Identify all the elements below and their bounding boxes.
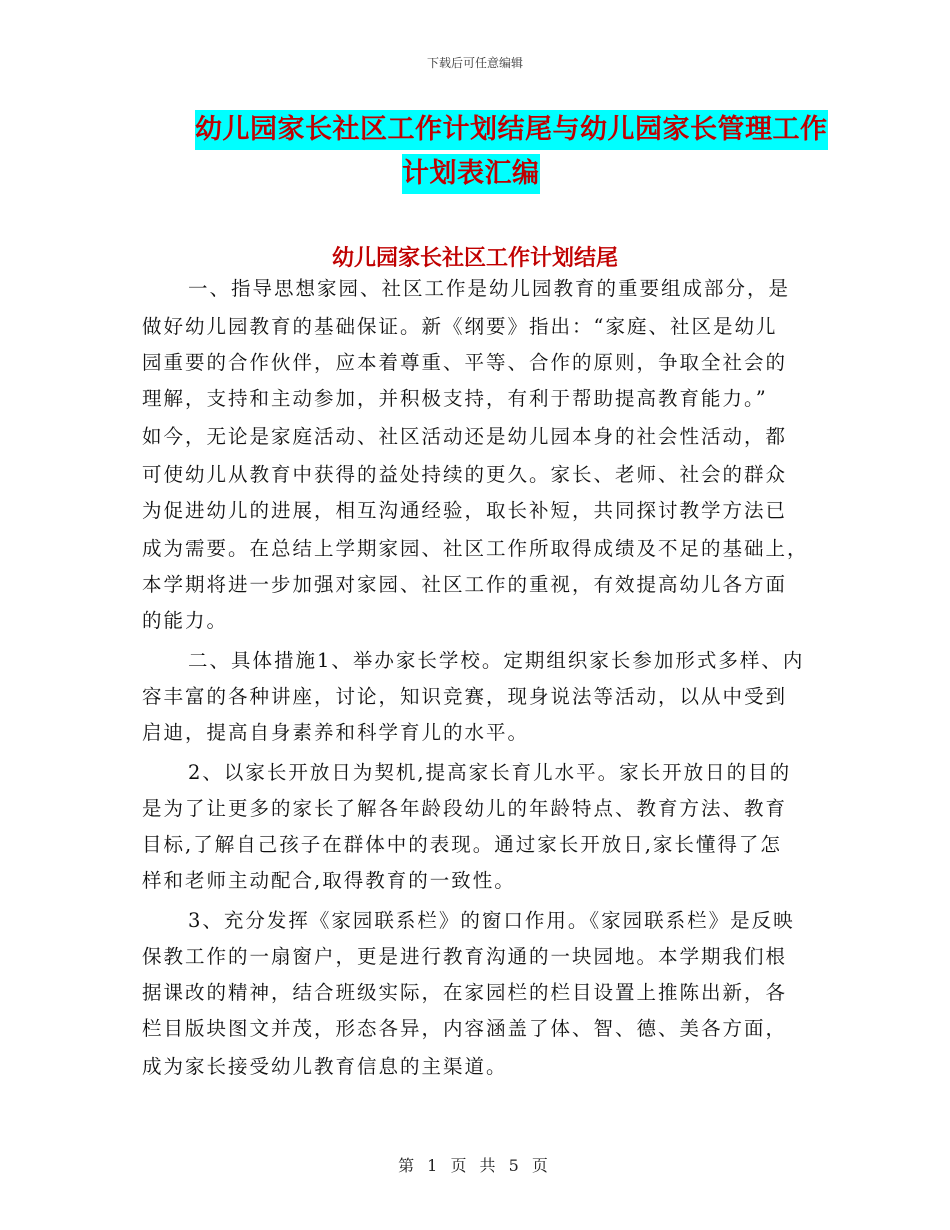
body-line: 栏目版块图文并茂，形态各异，内容涵盖了体、智、德、美各方面，	[142, 1017, 788, 1040]
section-heading: 幼儿园家长社区工作计划结尾	[331, 246, 618, 271]
body-line: 的能力。	[142, 609, 229, 632]
body-line: 样和老师主动配合,取得教育的一致性。	[142, 869, 516, 892]
body-line: 是为了让更多的家长了解各年龄段幼儿的年龄特点、教育方法、教育	[142, 797, 788, 820]
document-title-line-1: 幼儿园家长社区工作计划结尾与幼儿园家长管理工作	[195, 110, 828, 150]
header-note: 下载后可任意编辑	[426, 56, 523, 70]
body-line: 据课改的精神，结合班级实际，在家园栏的栏目设置上推陈出新，各	[142, 981, 788, 1004]
body-line: 容丰富的各种讲座，讨论，知识竞赛，现身说法等活动，以从中受到	[142, 685, 788, 708]
body-line: 园重要的合作伙伴，应本着尊重、平等、合作的原则，争取全社会的	[142, 351, 788, 374]
body-line: 启迪，提高自身素养和科学育儿的水平。	[142, 721, 530, 744]
body-line: 理解，支持和主动参加，并积极支持，有利于帮助提高教育能力。”	[142, 387, 768, 410]
body-line: 一、指导思想家园、社区工作是幼儿园教育的重要组成部分，是	[188, 277, 791, 300]
document-title-line-2: 计划表汇编	[402, 154, 540, 194]
body-line: 2、以家长开放日为契机,提高家长育儿水平。家长开放日的目的	[188, 761, 792, 784]
body-line: 成为需要。在总结上学期家园、社区工作所取得成绩及不足的基础上，	[142, 537, 809, 560]
body-line: 本学期将进一步加强对家园、社区工作的重视，有效提高幼儿各方面	[142, 573, 788, 596]
body-line: 成为家长接受幼儿教育信息的主渠道。	[142, 1055, 508, 1078]
body-line: 3、充分发挥《家园联系栏》的窗口作用。《家园联系栏》是反映	[188, 909, 795, 932]
body-line: 如今，无论是家庭活动、社区活动还是幼儿园本身的社会性活动，都	[142, 425, 788, 448]
body-line: 二、具体措施1、举办家长学校。定期组织家长参加形式多样、内	[188, 649, 805, 672]
body-line: 目标,了解自己孩子在群体中的表现。通过家长开放日,家长懂得了怎	[142, 833, 782, 856]
body-line: 做好幼儿园教育的基础保证。新《纲要》指出：“家庭、社区是幼儿	[142, 315, 778, 338]
page-number: 第 1 页 共 5 页	[398, 1156, 552, 1175]
body-line: 可使幼儿从教育中获得的益处持续的更久。家长、老师、社会的群众	[142, 463, 788, 486]
body-line: 为促进幼儿的进展，相互沟通经验，取长补短，共同探讨教学方法已	[142, 499, 788, 522]
body-line: 保教工作的一扇窗户，更是进行教育沟通的一块园地。本学期我们根	[142, 945, 788, 968]
